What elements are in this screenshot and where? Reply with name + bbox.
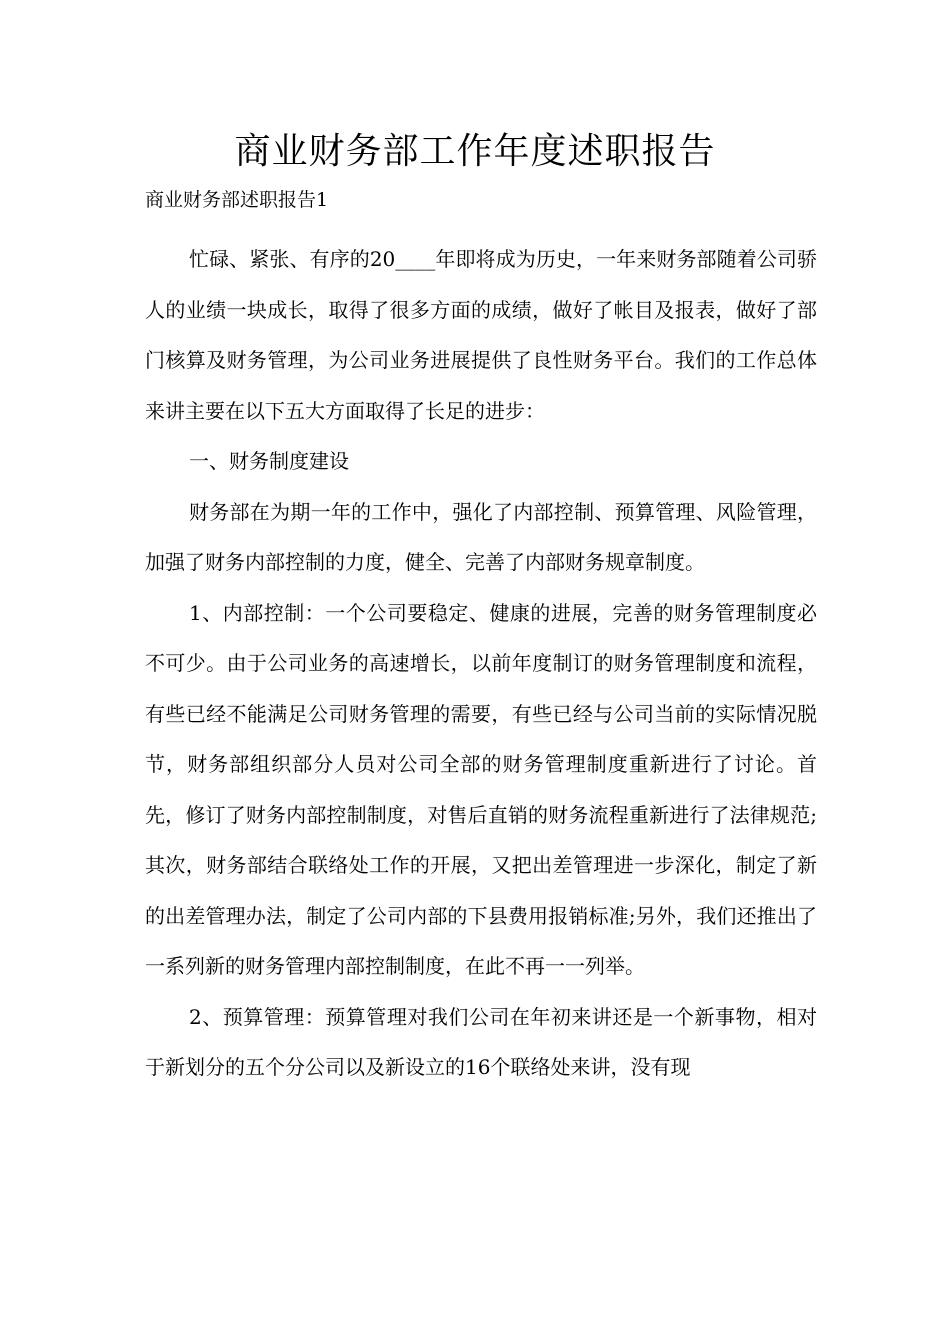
paragraph-internal-control: 1、内部控制：一个公司要稳定、健康的进展，完善的财务管理制度必不可少。由于公司业务的高速增长，以前年度制订的财务管理制度和流程，有些已经不能满足公司财务管理的需要，有些已经与公司当前的实际情况脱节，财务部组织部分人员对公司全部的财务管理制度重新进行了讨论。首先，修订了财务内部控制制度，对售后直销的财务流程重新进行了法律规范;其次，财务部结合联络处工作的开展，又把出差管理进一步深化，制定了新的出差管理办法，制定了公司内部的下县费用报销标准;另外，我们还推出了一系列新的财务管理内部控制制度，在此不再一一列举。 — [145, 600, 817, 978]
paragraph-budget-management: 2、预算管理：预算管理对我们公司在年初来讲还是一个新事物，相对于新划分的五个分公司以及新设立的16个联络处来讲，没有现 — [145, 1004, 817, 1079]
document-title: 商业财务部工作年度述职报告 — [234, 131, 716, 172]
paragraph-intro: 忙碌、紧张、有序的20____年即将成为历史，一年来财务部随着公司骄人的业绩一块成长，取得了很多方面的成绩，做好了帐目及报表，做好了部门核算及财务管理，为公司业务进展提供了良性财务平台。我们的工作总体来讲主要在以下五大方面取得了长足的进步： — [145, 247, 817, 423]
paragraph-financial-system: 财务部在为期一年的工作中，强化了内部控制、预算管理、风险管理，加强了财务内部控制的力度，健全、完善了内部财务规章制度。 — [145, 499, 817, 574]
document-subtitle: 商业财务部述职报告1 — [145, 189, 329, 211]
document-body — [145, 234, 817, 1093]
section-heading-financial-system: 一、财务制度建设 — [189, 449, 349, 473]
